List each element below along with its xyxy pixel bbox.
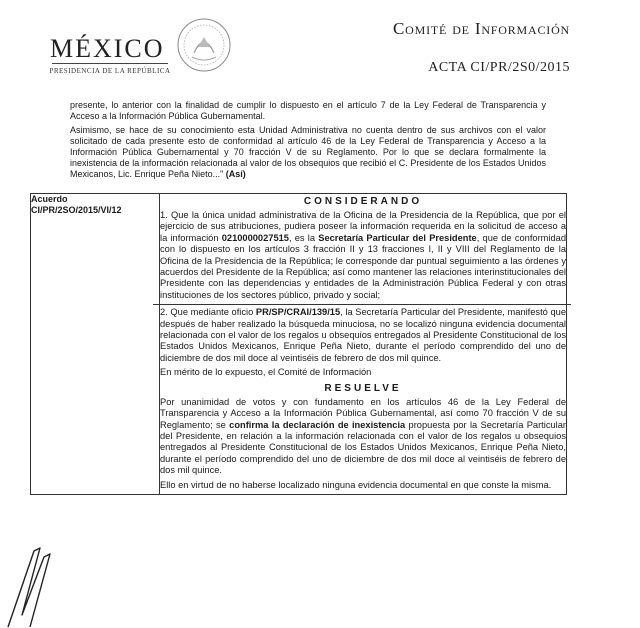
agreement-code: CI/PR/2SO/2015/VI/12 xyxy=(31,205,122,215)
intro-paragraph-2-text: Asimismo, se hace de su conocimiento esta Unidad Administrativa no cuenta dentro de sus archivos con el valor solicitado de cada presente esto de conformidad al artículo 46 de la Ley Federal de Transparencia y Acceso a la Información Pública Gubernamental y 70 fracción V de su Reglamento. Por lo que se declara formalmente la inexistencia de la información relacionada al valor de los obsequios que recibió el C. Presidente de los Estados Unidos Mexicanos, Lic. Enrique Peña Nieto..." xyxy=(70,125,546,179)
item2-text-a: 2. Que mediante oficio xyxy=(160,307,256,318)
intro-text xyxy=(70,100,546,183)
agreement-cell xyxy=(31,194,160,495)
document-header xyxy=(0,0,640,98)
item1-text-a: 1. Que la única unidad administrativa de la Oficina de la Presidencia de la República, que por el ejercicio de sus atribuciones, pudiera poseer la información requerida en la solicitud de acceso a la información xyxy=(160,210,566,243)
merito-text: En mérito de lo expuesto, el Comité de Información xyxy=(160,367,372,378)
item2-text-b: , la Secretaría Particular del Presidente, manifestó que después de haber realizado la búsqueda minuciosa, no se localizó ninguna evidencia documental relacionada con el valor de los regalos u obsequios entregados al Presidente Constitucional de los Estados Unidos Mexicanos, Enrique Peña Nieto, durante el período comprendido del uno de diciembre de dos mil doce al veintiséis de febrero de dos mil quince. xyxy=(160,307,567,363)
considerando-item-2 xyxy=(160,307,566,364)
considerando-title: CONSIDERANDO xyxy=(303,196,423,207)
agreement-content xyxy=(160,194,567,495)
committee-title: Comité de Información xyxy=(393,19,570,38)
logo-title: MÉXICO xyxy=(50,34,165,63)
acta-number: ACTA CI/PR/2S0/2015 xyxy=(428,60,570,75)
logo-subtitle: PRESIDENCIA DE LA REPÚBLICA xyxy=(49,67,171,75)
responsible-unit: Secretaría Particular del Presidente xyxy=(318,232,477,243)
agreement-label: Acuerdo xyxy=(31,194,68,204)
intro-paragraph-2-end: (Así) xyxy=(223,169,246,179)
item1-text-b: , es la xyxy=(288,232,319,243)
considerando-item-1 xyxy=(160,210,566,301)
resuelve-title: RESUELVE xyxy=(324,382,402,394)
resuelve-text-a: Por unanimidad de votos y con fundamento en los artículos 46 de la Ley Federal de Transparencia y Acceso a la Información Pública Gubernamental, así como 70 fracción V de su Reglamento; se xyxy=(160,396,566,430)
resuelve-paragraph-1 xyxy=(160,397,566,477)
national-seal-icon xyxy=(176,17,232,73)
agreement-table xyxy=(30,193,567,495)
logo-divider xyxy=(52,63,168,64)
resuelve-paragraph-2: Ello en virtud de no haberse localizado ninguna evidencia documental en que conste la misma. xyxy=(160,479,552,490)
resuelve-decision: confirma la declaración de inexistencia xyxy=(229,419,406,430)
oficio-number: PR/SP/CRAI/139/15 xyxy=(255,307,341,318)
intro-paragraph-2 xyxy=(70,125,546,180)
item1-text-c: , que de conformidad con lo dispuesto en los artículos 3 fracción II y 13 fracciones I, II y VIII del Reglamento de la Oficina de la Presidencia de la República; le corresponde dar puntual seguimiento a las órdenes y acuerdos del Presidente de la República; así como mantener las relaciones interinstitucionales del Presidente con las dependencias y entidades de la Administración Pública Federal y con otras instituciones de los sectores público, privado y social; xyxy=(160,232,566,300)
signature-mark xyxy=(0,545,70,628)
request-folio: 0210000027515 xyxy=(221,232,289,243)
intro-paragraph-1: presente, lo anterior con la finalidad de cumplir lo dispuesto en el artículo 7 de la Ley Federal de Transparencia y Acceso a la Información Pública Gubernamental. xyxy=(70,100,546,121)
item-divider xyxy=(153,304,571,305)
resuelve-text-b: propuesta por la Secretaría Particular del Presidente, en relación a la información relacionada con el valor de los regalos u obsequios entregados al Presidente Constitucional de los Estados Unidos Mexicanos, Enrique Peña Nieto, durante el período comprendido del uno de diciembre de dos mil doce al veintiséis de febrero de dos mil quince. xyxy=(160,419,566,476)
